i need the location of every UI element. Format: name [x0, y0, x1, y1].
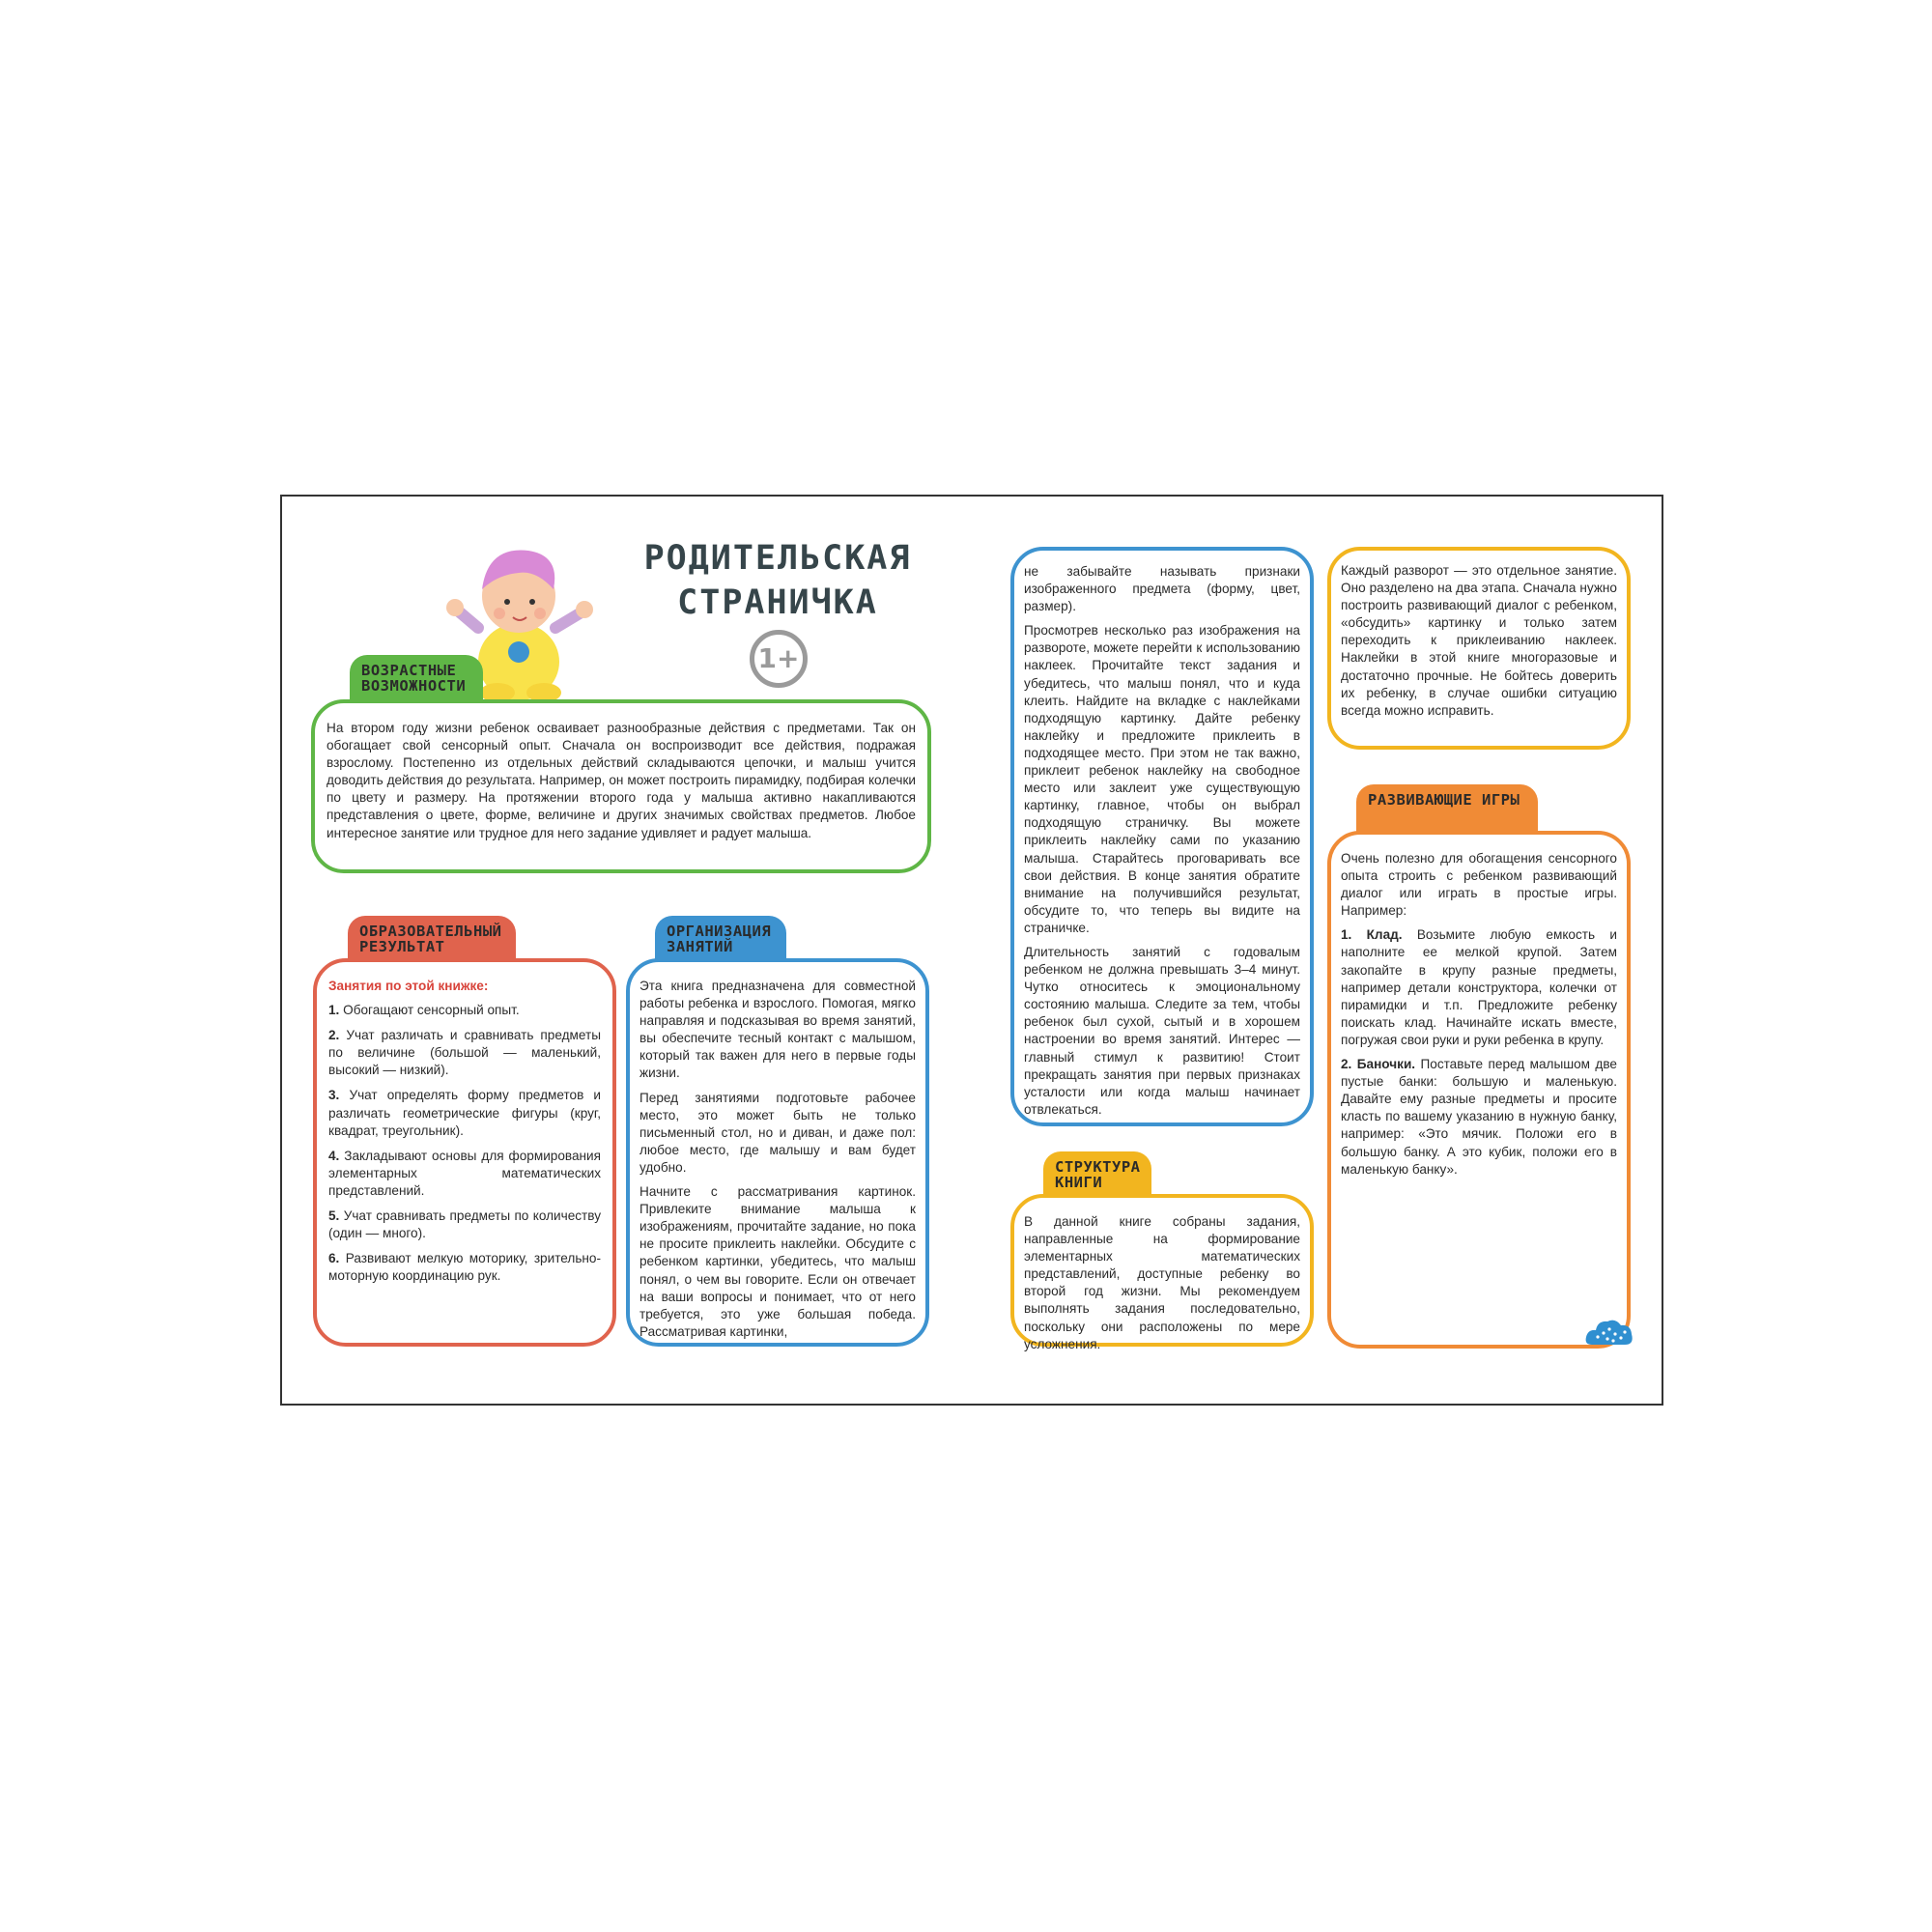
continuation-paragraph-1: не забывайте называть признаки изображенного предмета (форму, цвет, размер).	[1024, 564, 1300, 614]
developing-games-text	[1341, 850, 1617, 1185]
cloud-icon	[1584, 1316, 1634, 1349]
organization-paragraph-2: Перед занятиями подготовьте рабочее место, это может быть не только письменный стол, но и диван, и даже пол: любое место, где малышу и вам будет удобно.	[639, 1090, 916, 1175]
continuation-paragraph-3: Длительность занятий с годовалым ребенком не должна превышать 3–4 минут. Чутко относитесь к эмоциональному состоянию малыша. Следите за тем, чтобы ребенок был сухой, сытый и в хорошем настроении во время занятий. Интерес — главный стимул к развитию! Стоит прекращать занятия при первых признаках усталости или когда малыш начинает отвлекаться.	[1024, 944, 1300, 1117]
title-line-2: СТРАНИЧКА	[677, 583, 878, 622]
continuation-paragraph-2: Просмотрев несколько раз изображения на развороте, можете перейти к использованию наклеек. Прочитайте текст задания и убедитесь, что малыш понял, что и куда клеить. Найдите на вкладке с наклейками подходящую картинку. Дайте ребенку наклейку и предложите приклеить в подходящее место. При этом не так важно, приклеит ребенок наклейку на свободное место или заклеит уже существующую картинку, главное, чтобы он выбрал подходящую страничку. Вы можете приклеить наклейку сами по указанию малыша. Старайтесь проговаривать все свои действия. В конце занятия обратите внимание на получившийся результат, обсудите то, что теперь вы видите на страничке.	[1024, 623, 1300, 935]
age-badge: 1+	[750, 630, 808, 688]
games-intro: Очень полезно для обогащения сенсорного опыта строить с ребенком развивающий диалог или играть в простые игры. Например:	[1341, 851, 1617, 919]
games-item-2: 2. Баночки. Поставьте перед малышом две пустые банки: большую и маленькую. Давайте ему разные предметы и просите класть по вашему указанию в нужную банку, например: «Это мячик. Положи его в большую банку. А это кубик, положи его в маленькую банку».	[1341, 1057, 1617, 1177]
list-item: 1. Обогащают сенсорный опыт.	[328, 1003, 520, 1018]
continuation-text	[1024, 563, 1300, 1125]
structure-text: В данной книге собраны задания, направленные на формирование элементарных математических представлений, доступные ребенку во второй год жизни. Мы рекомендуем выполнять задания последовательно, поскольку они расположены по мере усложнения.	[1024, 1214, 1300, 1351]
title-line-1: РОДИТЕЛЬСКАЯ	[643, 539, 912, 578]
list-item: 5. Учат сравнивать предметы по количеству (один — много).	[328, 1208, 602, 1241]
education-intro: Занятия по этой книжке:	[328, 979, 489, 993]
tab-education-result: ОБРАЗОВАТЕЛЬНЫЙ РЕЗУЛЬТАТ	[348, 916, 516, 962]
tab-structure: СТРУКТУРА КНИГИ	[1043, 1151, 1151, 1198]
education-result-text	[328, 978, 601, 1293]
tab-organization: ОРГАНИЗАЦИЯ ЗАНЯТИЙ	[655, 916, 786, 962]
tab-developing-games: РАЗВИВАЮЩИЕ ИГРЫ	[1356, 784, 1538, 835]
list-item: 2. Учат различать и сравнивать предметы по величине (большой — маленький, высокий — низкий).	[328, 1028, 602, 1078]
page-title	[618, 536, 937, 625]
organization-text	[639, 978, 916, 1348]
organization-paragraph-3: Начните с рассматривания картинок. Привлеките внимание малыша к изображениям, прочитайте задание, но пока не просите приклеить наклейки. Обсудите с ребенком картинки, убедитесь, что малыш понял, о чем вы говорите. Если он отвечает на ваши вопросы и понимает, что от него требуется, это уже большая победа. Рассматривая картинки,	[639, 1184, 916, 1339]
organization-paragraph-1: Эта книга предназначена для совместной работы ребенка и взрослого. Помогая, мягко направляя и подсказывая во время занятий, вы обеспечите тесный контакт с малышом, который так важен для него в первые годы жизни.	[639, 979, 916, 1081]
list-item: 4. Закладывают основы для формирования элементарных математических представлений.	[328, 1148, 601, 1198]
tab-age-possibilities: ВОЗРАСТНЫЕ ВОЗМОЖНОСТИ	[350, 655, 483, 701]
age-possibilities-text: На втором году жизни ребенок осваивает разнообразные действия с предметами. Так он обогащает свой сенсорный опыт. Сначала он воспроизводит все действия, подражая взрослому. Постепенно из отдельных действий складываются цепочки, и малыш учится доводить действия до результата. Например, он может построить пирамидку, подбирая колечки по цвету и размеру. На протяжении второго года у малыша активно накапливаются представления о цвете, форме, величине и других значимых свойствах предметов. Любое интересное занятие или трудное для него задание удивляет и радует малыша.	[327, 721, 916, 840]
list-item: 3. Учат определять форму предметов и различать геометрические фигуры (круг, квадрат, треугольник).	[328, 1088, 601, 1138]
list-item: 6. Развивают мелкую моторику, зрительно-моторную координацию рук.	[328, 1251, 602, 1284]
education-list	[328, 1002, 601, 1285]
spread-info-text: Каждый разворот — это отдельное занятие. Оно разделено на два этапа. Сначала нужно построить развивающий диалог с ребенком, «обсудить» картинку и только затем переходить к приклеиванию наклеек. Наклейки в этой книге многоразовые и достаточно прочные. Не бойтесь доверить их ребенку, в случае ошибки ситуацию всегда можно исправить.	[1341, 563, 1617, 718]
games-item-1: 1. Клад. Возьмите любую емкость и наполните ее мелкой крупой. Затем закопайте в крупу разные предметы, например детали конструктора, колечки от пирамидки и т.п. Предложите ребенку поискать клад. Начинайте искать вместе, погружая свои руки и руки ребенка в крупу.	[1341, 927, 1617, 1047]
